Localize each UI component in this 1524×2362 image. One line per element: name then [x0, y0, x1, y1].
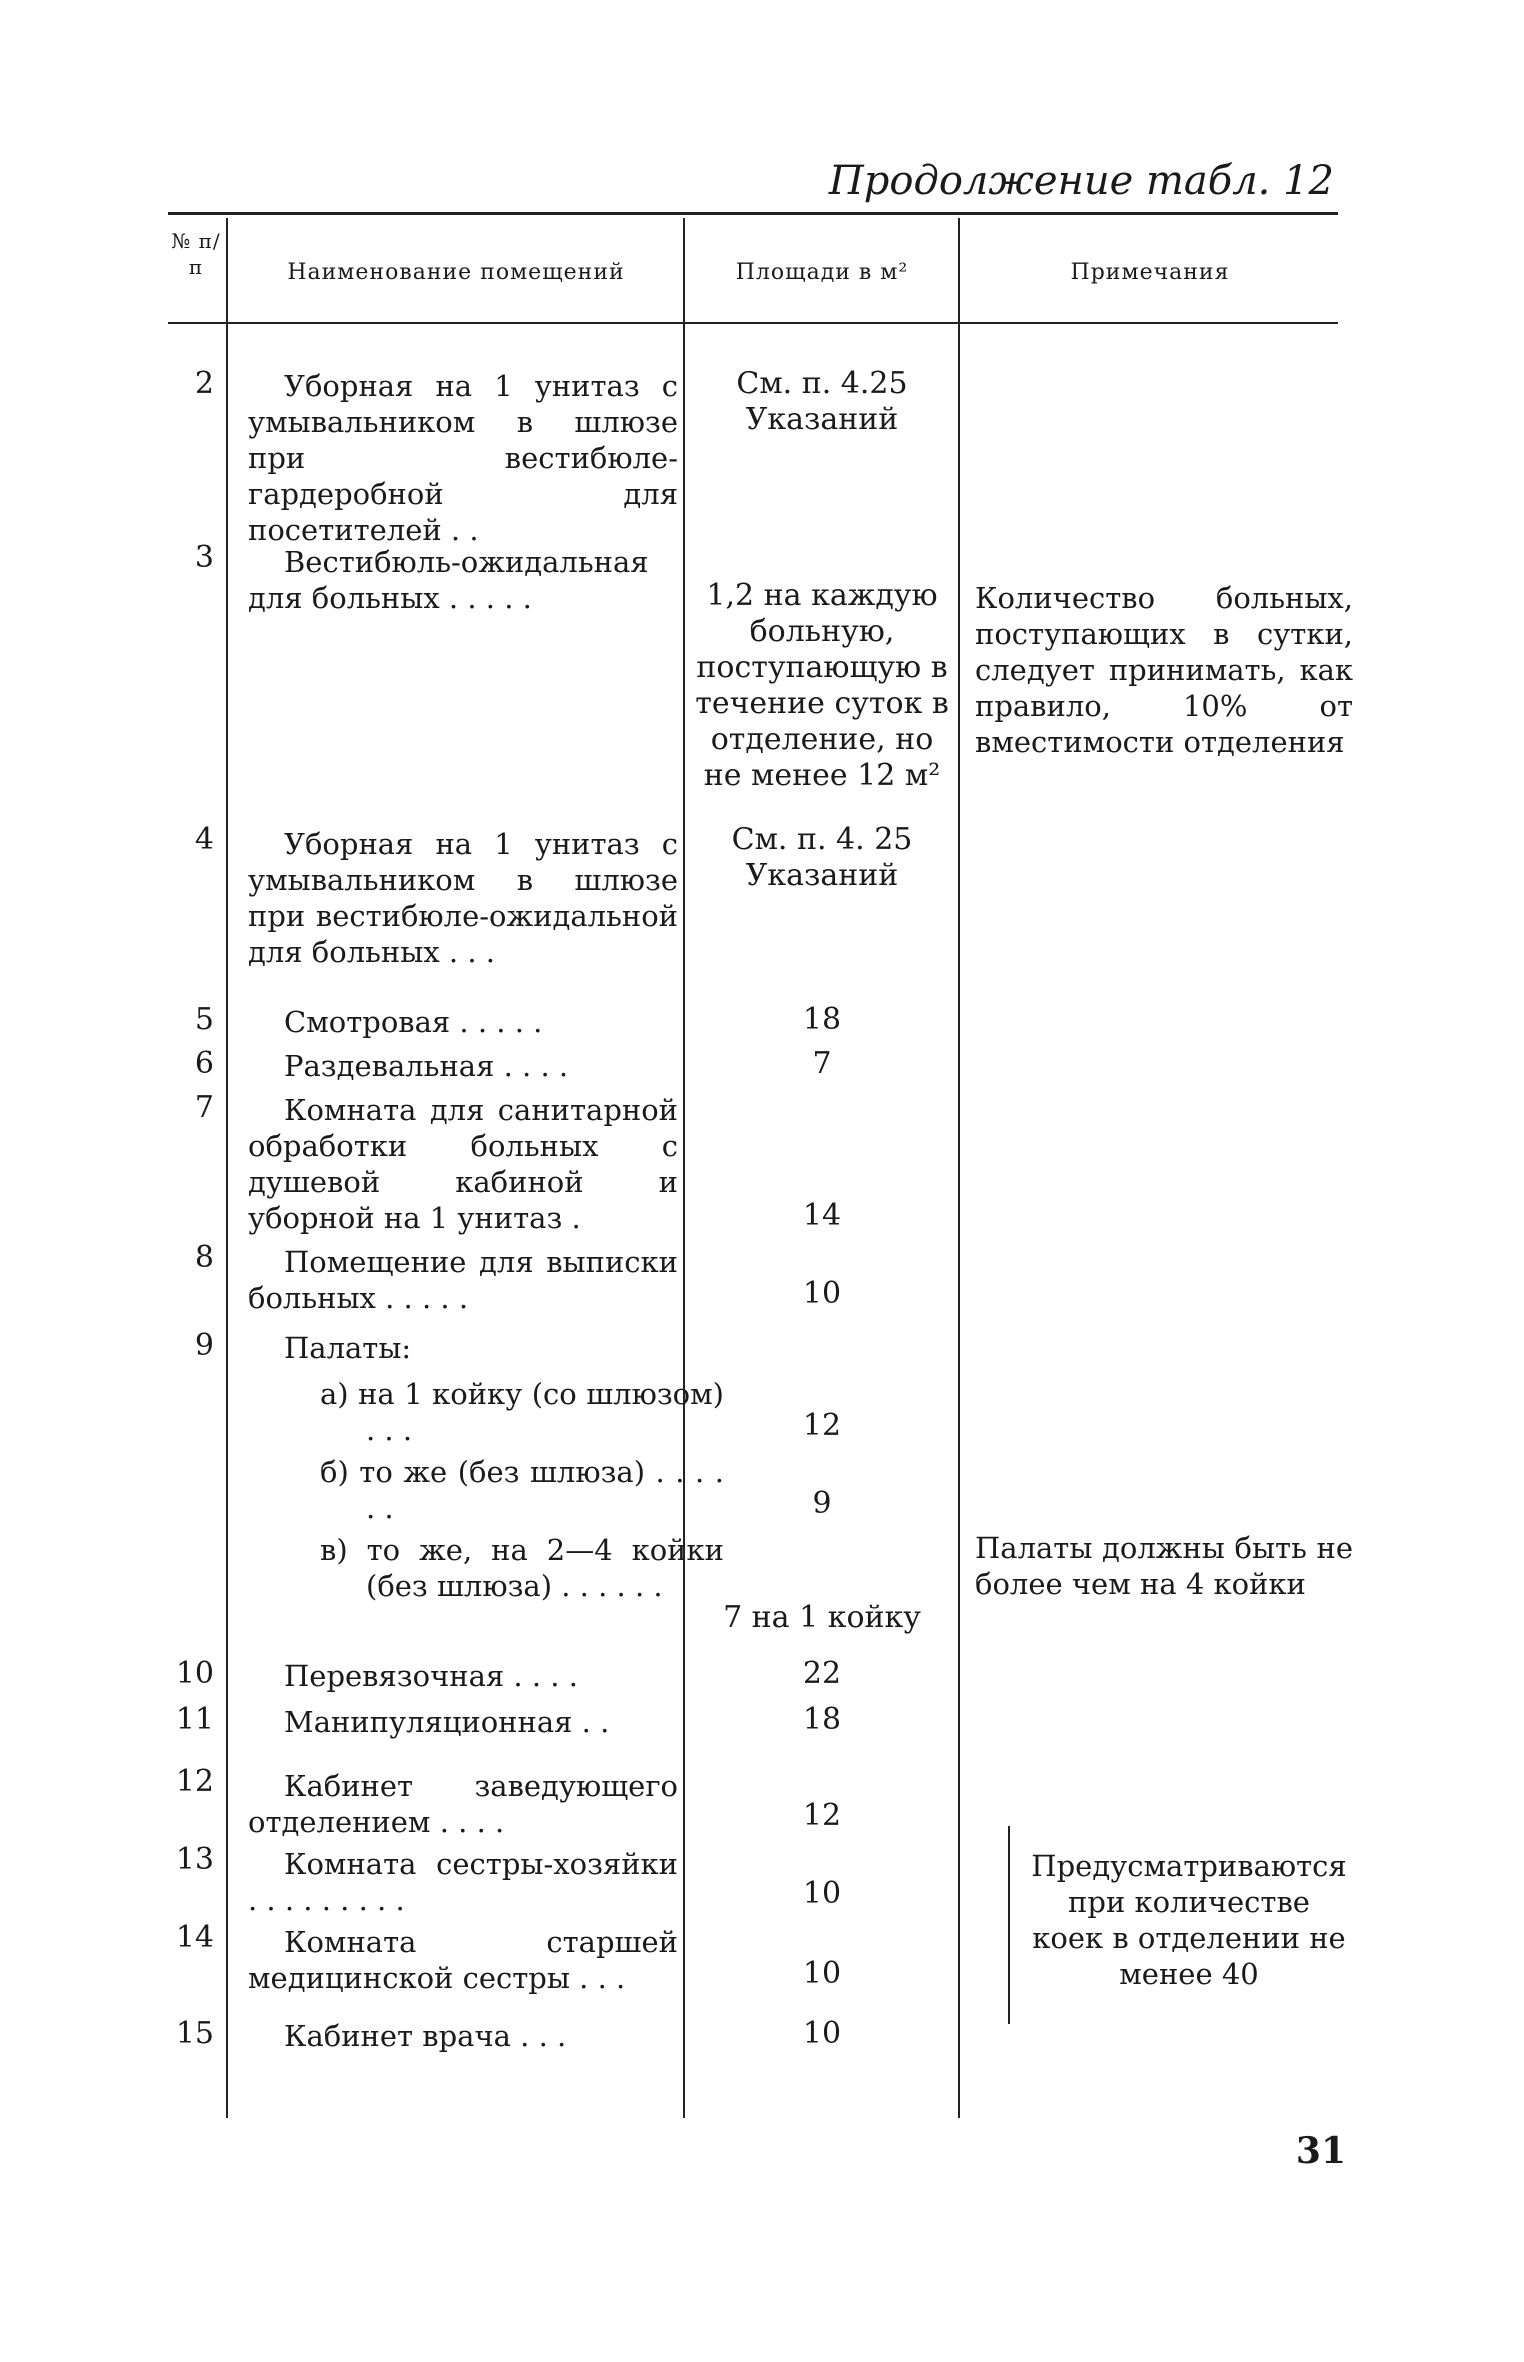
room-area: 10 [802, 1876, 842, 1911]
room-name: Кабинет заведующего отделением . . . . [248, 1769, 678, 1839]
header-room-name: Наименование помещений [287, 260, 625, 285]
room-area: 10 [802, 1276, 842, 1311]
room-name: Перевязочная . . . . [284, 1659, 578, 1693]
column-divider-1 [226, 218, 228, 2118]
table-top-rule [168, 212, 1338, 215]
header-notes: Примечания [1070, 260, 1230, 285]
room-area: 18 [802, 1702, 842, 1737]
room-area: См. п. 4. 25 Указаний [731, 822, 913, 893]
room-name: Кабинет врача . . . [284, 2019, 567, 2053]
room-note: Палаты должны быть не более чем на 4 койки [975, 1531, 1353, 1601]
column-divider-2 [683, 218, 685, 2118]
header-area: Площади в м² [735, 260, 909, 285]
row-number: 9 [194, 1328, 214, 1363]
row-number: 4 [194, 822, 214, 857]
header-number: № п/п [171, 229, 221, 279]
room-name: Уборная на 1 унитаз с умывальником в шлюзе при вестибюле-ожидальной для больных . . . [248, 827, 678, 969]
column-divider-3 [958, 218, 960, 2118]
room-area: 12 [802, 1408, 842, 1443]
room-area: 10 [802, 2016, 842, 2051]
row-number: 3 [194, 540, 214, 575]
room-name: Уборная на 1 унитаз с умывальником в шлюзе при вестибюле-гардеробной для посетителей . . [248, 369, 678, 547]
room-area: 1,2 на каждую больную, поступающую в течение суток в отделение, но не менее 12 м² [695, 578, 949, 793]
group-note: Предусматриваются при количестве коек в отделении не менее 40 [1031, 1849, 1347, 1991]
room-area: 7 на 1 койку [723, 1600, 921, 1635]
room-name: Раздевальная . . . . [284, 1049, 569, 1083]
room-area: 14 [802, 1198, 842, 1233]
group-bracket [1008, 1826, 1020, 2024]
room-subitem: а) на 1 койку (со шлюзом) . . . [320, 1377, 724, 1447]
room-area: 18 [802, 1002, 842, 1037]
room-area: См. п. 4.25 Указаний [736, 366, 908, 437]
row-number: 11 [175, 1702, 214, 1737]
room-name: Комната сестры-хозяйки . . . . . . . . . [248, 1847, 678, 1917]
room-area: 22 [802, 1656, 842, 1691]
header-bottom-rule [168, 322, 1338, 324]
room-name: Палаты: [284, 1331, 412, 1365]
row-number: 2 [194, 366, 214, 401]
room-subitem: в) то же, на 2—4 койки (без шлюза) . . . . . . [320, 1533, 724, 1603]
table-continuation-caption: Продолжение табл. 12 [828, 158, 1334, 204]
room-name: Комната старшей медицинской сестры . . . [248, 1925, 678, 1995]
room-name: Манипуляционная . . [284, 1705, 610, 1739]
row-number: 12 [175, 1764, 214, 1799]
row-number: 10 [175, 1656, 214, 1691]
room-area: 9 [812, 1486, 832, 1521]
room-name: Вестибюль-ожидальная для больных . . . . . [248, 545, 649, 615]
room-name: Комната для санитарной обработки больных с душевой кабиной и уборной на 1 унитаз . [248, 1093, 678, 1235]
room-area: 7 [812, 1046, 832, 1081]
room-area: 10 [802, 1956, 842, 1991]
row-number: 7 [194, 1090, 214, 1125]
row-number: 14 [175, 1920, 214, 1955]
row-number: 15 [175, 2016, 214, 2051]
room-area: 12 [802, 1798, 842, 1833]
room-name: Смотровая . . . . . [284, 1005, 543, 1039]
row-number: 13 [175, 1842, 214, 1877]
row-number: 5 [194, 1002, 214, 1037]
room-note: Количество больных, поступающих в сутки, следует принимать, как правило, 10% от вместимости отделения [975, 581, 1353, 759]
room-subitem: б) то же (без шлюза) . . . . . . [320, 1455, 724, 1525]
room-name: Помещение для выписки больных . . . . . [248, 1245, 678, 1315]
page-number: 31 [1295, 2130, 1346, 2172]
row-number: 8 [194, 1240, 214, 1275]
row-number: 6 [194, 1046, 214, 1081]
